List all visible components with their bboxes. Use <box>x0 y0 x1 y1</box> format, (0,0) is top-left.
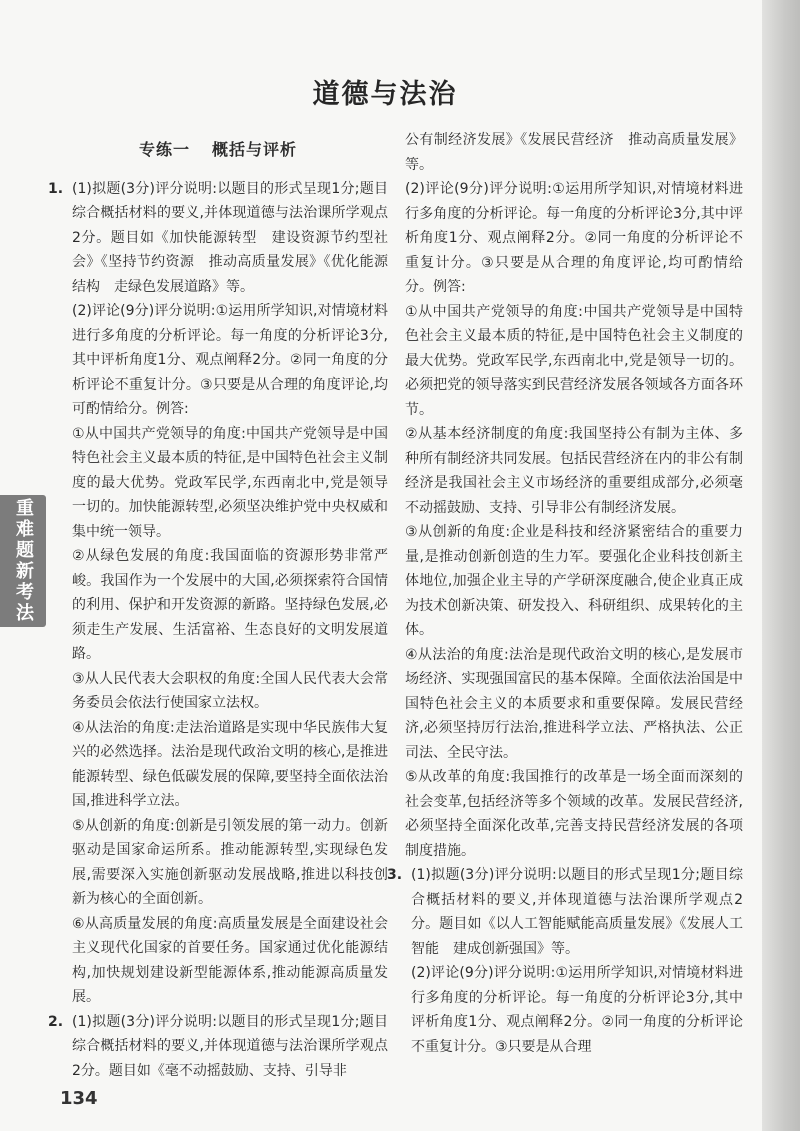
q1-part2-intro: (2)评论(9分)评分说明:①运用所学知识,对情境材料进行多角度的分析评论。每一角度的分析评论3分,其中评析角度1分、观点阐释2分。②同一角度的分析评论不重复计分。③只要是从合理的角度评论,均可酌情给分。例答: <box>72 303 388 417</box>
q2-part1-continued: 公有制经济发展》《发展民营经济 推动高质量发展》等。 <box>405 132 743 173</box>
q1-point: ⑤从创新的角度:创新是引领发展的第一动力。创新驱动是国家命运所系。推动能源转型,实现绿色发展,需要深入实施创新驱动发展战略,推进以科技创新为核心的全面创新。 <box>72 817 388 907</box>
page-edge-shadow <box>762 0 800 1131</box>
section-heading <box>48 138 388 163</box>
q2-point: ⑤从改革的角度:我国推行的改革是一场全面而深刻的社会变革,包括经济等多个领域的改革。发展民营经济,必须坚持全面深化改革,完善支持民营经济发展的各项制度措施。 <box>405 769 743 859</box>
q2-part2-intro: (2)评论(9分)评分说明:①运用所学知识,对情境材料进行多角度的分析评论。每一角度的分析评论3分,其中评析角度1分、观点阐释2分。②同一角度的分析评论不重复计分。③只要是从合理的角度评论,均可酌情给分。例答: <box>405 181 743 295</box>
q1-point: ③从人民代表大会职权的角度:全国人民代表大会常务委员会依法行使国家立法权。 <box>72 670 388 711</box>
q3-part2: (2)评论(9分)评分说明:①运用所学知识,对情境材料进行多角度的分析评论。每一角度的分析评论3分,其中评析角度1分、观点阐释2分。②同一角度的分析评论不重复计分。③只要是从合理 <box>411 965 743 1055</box>
question-number: 2. <box>48 1013 64 1030</box>
q2-point: ②从基本经济制度的角度:我国坚持公有制为主体、多种所有制经济共同发展。包括民营经济在内的非公有制经济是我国社会主义市场经济的重要组成部分,必须毫不动摇鼓励、支持、引导非公有制经济发展。 <box>405 426 743 516</box>
page-number: 134 <box>60 1088 98 1109</box>
q2-part1: (1)拟题(3分)评分说明:以题目的形式呈现1分;题目综合概括材料的要义,并体现道德与法治课所学观点2分。题目如《毫不动摇鼓励、支持、引导非 <box>72 1013 388 1079</box>
question-number: 1. <box>48 180 64 197</box>
question-3 <box>387 863 743 1059</box>
question-2-continued <box>405 128 743 863</box>
page-title: 道德与法治 <box>312 79 458 110</box>
right-column <box>387 128 743 1059</box>
q1-point: ②从绿色发展的角度:我国面临的资源形势非常严峻。我国作为一个发展中的大国,必须探索符合国情的利用、保护和开发资源的新路。坚持绿色发展,必须走生产发展、生活富裕、生态良好的文明发展道路。 <box>72 548 388 662</box>
left-column <box>48 128 388 1083</box>
q1-part1: (1)拟题(3分)评分说明:以题目的形式呈现1分;题目综合概括材料的要义,并体现道德与法治课所学观点2分。题目如《加快能源转型 建设资源节约型社会》《坚持节约资源 推动高质量发展》《优化能源结构 走绿色发展道路》等。 <box>72 180 388 295</box>
section-subtitle: 概括与评析 <box>212 140 298 159</box>
q1-point: ①从中国共产党领导的角度:中国共产党领导是中国特色社会主义最本质的特征,是中国特色社会主义制度的最大优势。党政军民学,东西南北中,党是领导一切的。加快能源转型,必须坚决维护党中央权威和集中统一领导。 <box>72 425 388 540</box>
question-number: 3. <box>387 867 403 883</box>
q2-point: ①从中国共产党领导的角度:中国共产党领导是中国特色社会主义最本质的特征,是中国特色社会主义制度的最大优势。党政军民学,东西南北中,党是领导一切的。必须把党的领导落实到民营经济发展各领域各方面各环节。 <box>405 303 743 418</box>
q3-part1: (1)拟题(3分)评分说明:以题目的形式呈现1分;题目综合概括材料的要义,并体现道德与法治课所学观点2分。题目如《以人工智能赋能高质量发展》《发展人工智能 建成创新强国》等。 <box>411 867 743 957</box>
q2-point: ④从法治的角度:法治是现代政治文明的核心,是发展市场经济、实现强国富民的基本保障。全面依法治国是中国特色社会主义的本质要求和重要保障。发展民营经济,必须坚持厉行法治,推进科学立法、严格执法、公正司法、全民守法。 <box>405 646 743 761</box>
section-title: 专练一 <box>138 140 190 159</box>
q2-point: ③从创新的角度:企业是科技和经济紧密结合的重要力量,是推动创新创造的生力军。要强化企业科技创新主体地位,加强企业主导的产学研深度融合,使企业真正成为技术创新决策、研发投入、科研组织、成果转化的主体。 <box>405 524 743 638</box>
question-1 <box>48 177 388 1010</box>
q1-point: ⑥从高质量发展的角度:高质量发展是全面建设社会主义现代化国家的首要任务。国家通过优化能源结构,加快规划建设新型能源体系,推动能源高质量发展。 <box>72 915 388 1005</box>
question-2 <box>48 1010 388 1084</box>
side-tab-label: 重难题新考法 <box>0 495 46 627</box>
q1-point: ④从法治的角度:走法治道路是实现中华民族伟大复兴的必然选择。法治是现代政治文明的核心,是推进能源转型、绿色低碳发展的保障,要坚持全面依法治国,推进科学立法。 <box>72 719 388 809</box>
